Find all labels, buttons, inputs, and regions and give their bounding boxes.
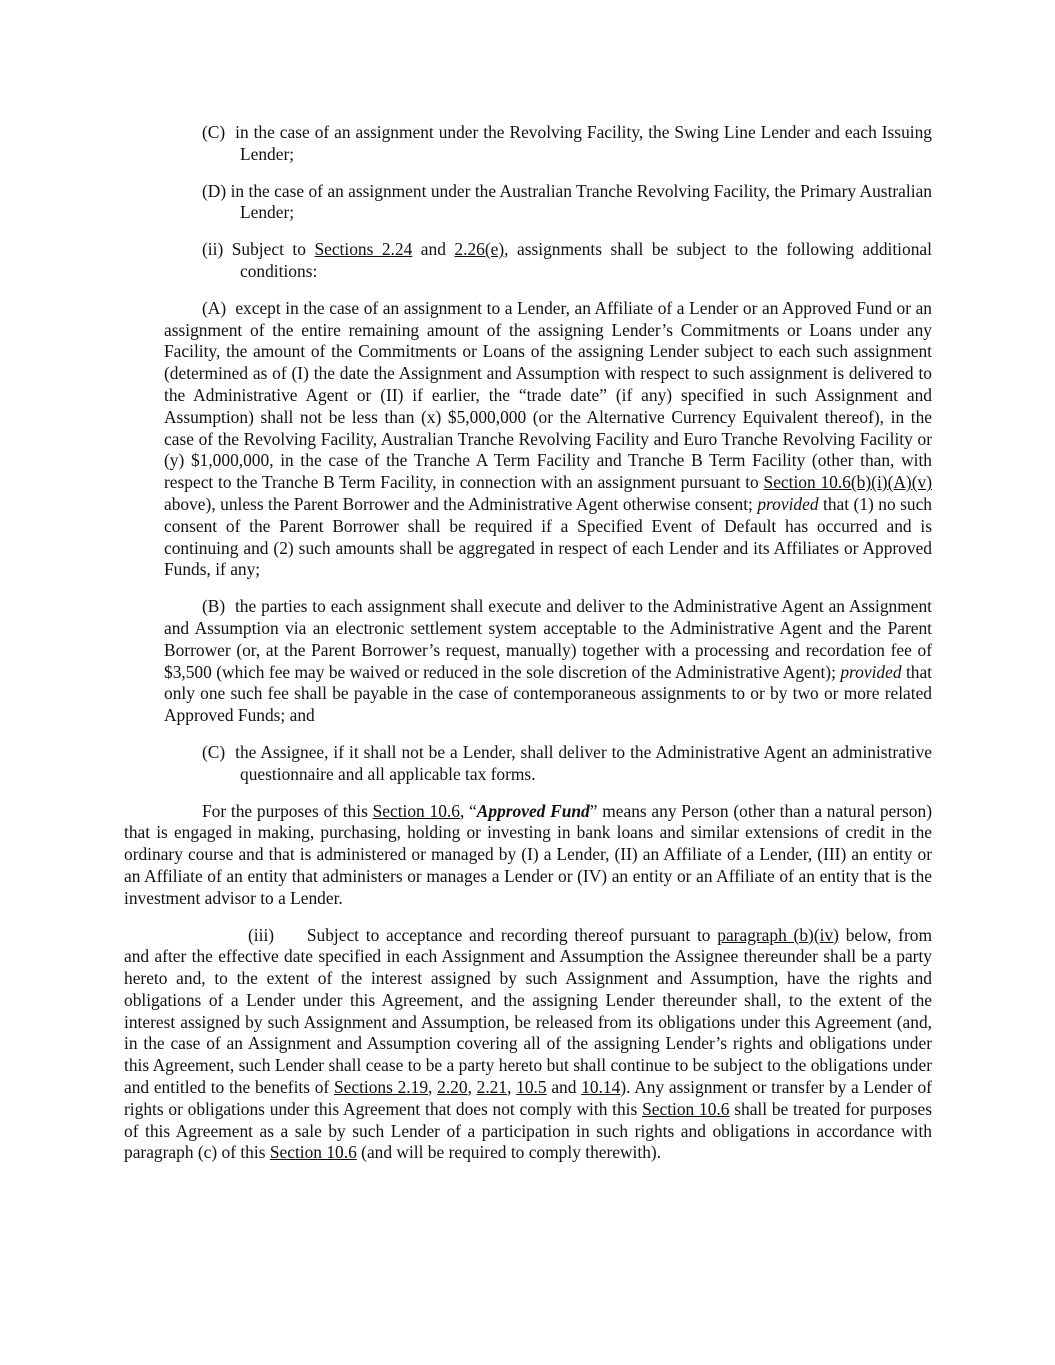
- defined-term: Approved Fund: [476, 800, 590, 821]
- clause-text: above), unless the Parent Borrower and the Administrative Agent otherwise consent;: [164, 493, 753, 514]
- definition-text: , “: [459, 800, 477, 821]
- clause-marker: (iii): [248, 924, 275, 945]
- section-ref-link[interactable]: Sections 2.19: [333, 1077, 429, 1098]
- definition-text: For the purposes of this: [202, 800, 368, 821]
- clause-c-revolving: [124, 122, 932, 166]
- section-ref-link[interactable]: 10.14: [581, 1077, 621, 1098]
- clause-text: except in the case of an assignment to a Lender, an Affiliate of a Lender or an Approved Fund or an assignment of the entire remaining amount of the assigning Lender’s Commitments or Loans under any Facility, the amount of the Commitments or Loans of the assigning Lender subject to each such assignment (determined as of (I) the date the Assignment and Assumption with respect to such assignment is delivered to the Administrative Agent or (II) if earlier, the “trade date” (if any) specified in such Assignment and Assumption) shall not be less than (x) $5,000,000 (or the Alternative Currency Equivalent thereof), in the case of the Revolving Facility, Australian Tranche Revolving Facility and Euro Tranche Revolving Facility or (y) $1,000,000, in the case of the Tranche A Term Facility and Tranche B Term Facility (other than, with respect to the Tranche B Term Facility, in connection with an assignment pursuant to: [164, 297, 932, 493]
- section-ref-link[interactable]: 2.21: [476, 1077, 508, 1098]
- clause-text: Subject to: [231, 239, 306, 260]
- clause-text: and: [551, 1077, 577, 1098]
- section-ref-link[interactable]: 10.5: [516, 1077, 547, 1098]
- section-ref-link[interactable]: Sections 2.24: [314, 239, 413, 260]
- provided-term: provided: [757, 493, 819, 514]
- clause-text: the Assignee, if it shall not be a Lender, shall deliver to the Administrative Agent an administrative questionnaire and all applicable tax forms.: [235, 741, 932, 784]
- clause-b-recordation-fee: [124, 596, 932, 727]
- section-ref-link[interactable]: Section 10.6(b)(i)(A)(v): [763, 472, 932, 493]
- section-ref-link[interactable]: 2.20: [437, 1077, 468, 1098]
- approved-fund-definition: [124, 801, 932, 910]
- clause-text: shall be treated for purposes of this Agreement as a sale by such Lender of a participation in such rights and obligations in accordance with paragraph (c) of this: [124, 1098, 932, 1163]
- clause-text: ). Any assignment or transfer by a Lender of rights or obligations under this Agreement that does not comply with this: [124, 1077, 932, 1119]
- definition-text: means any Person (other than a natural person) that is engaged in making, purchasing, holding or investing in bank loans and similar extensions of credit in the ordinary course and that is administered or managed by (I) a Lender, (II) an Affiliate of a Lender, (III) an entity or an Affiliate of an entity that administers or manages a Lender or (IV) an entity or an Affiliate of an entity that is the investment advisor to a Lender.: [124, 800, 932, 908]
- clause-iii-effect-of-assignment: (iii) Subject to acceptance and recording thereof pursuant to paragraph (b)(iv) below, from and after the effective date specified in each Assignment and Assumption the Assignee thereunder shall be a party hereto and, to the extent of the interest assigned by such Assignment and Assumption, have the rights and obligations of a Lender under this Agreement, and the assigning Lender thereunder shall, to the extent of the interest assigned by such Assignment and Assumption, be released from its obligations under this Agreement (and, in the case of an Assignment and Assumption covering all of the assigning Lender’s rights and obligations under this Agreement, such Lender shall cease to be a party hereto but shall continue to be subject to the obligations under and entitled to the benefits of Sections 2.19, 2.20, 2.21, 10.5 and 10.14). Any assignment or transfer by a Lender of rights or obligations under this Agreement that does not comply with this Section 10.6 shall be treated for purposes of this Agreement as a sale by such Lender of a participation in such rights and obligations in accordance with paragraph (c) of this Section 10.6 (and will be required to comply therewith).: [124, 924, 932, 1163]
- section-ref-link[interactable]: Section 10.6: [269, 1142, 357, 1163]
- clause-marker: (C): [202, 741, 226, 762]
- clause-d-australian: [124, 181, 932, 225]
- clause-text: (and will be required to comply therewith).: [361, 1142, 662, 1163]
- clause-marker: (B): [202, 596, 226, 617]
- clause-c-assignee: [124, 742, 932, 786]
- section-ref-link[interactable]: 2.26(e): [454, 239, 505, 260]
- document-page: [124, 122, 932, 1164]
- clause-text: in the case of an assignment under the Australian Tranche Revolving Facility, the Primary Australian Lender;: [230, 180, 932, 223]
- section-ref-link[interactable]: Section 10.6: [372, 800, 460, 821]
- clause-marker: (D): [202, 180, 227, 201]
- section-ref-link[interactable]: Section 10.6: [642, 1098, 730, 1119]
- clause-text: in the case of an assignment under the Revolving Facility, the Swing Line Lender and each Issuing Lender;: [235, 122, 932, 164]
- clause-text: , assignments shall be subject to the following additional conditions:: [240, 239, 932, 281]
- clause-marker: (C): [202, 122, 226, 142]
- clause-text: that (1) no such consent of the Parent Borrower shall be required if a Specified Event of Default has occurred and is continuing and (2) such amounts shall be aggregated in respect of each Lender and its Affiliates or Approved Funds, if any;: [164, 493, 932, 580]
- clause-ii-conditions: [124, 239, 932, 283]
- paragraph-ref-link[interactable]: paragraph (b)(iv): [717, 924, 839, 945]
- clause-marker: (A): [202, 297, 227, 318]
- provided-term: provided: [840, 661, 902, 682]
- clause-a-minimum-amount: [124, 298, 932, 581]
- clause-text: below, from and after the effective date specified in each Assignment and Assumption the Assignee thereunder shall be a party hereto and, to the extent of the interest assigned by such Assignment and Assumption, have the rights and obligations of a Lender under this Agreement, and the assigning Lender thereunder shall, to the extent of the interest assigned by such Assignment and Assumption, be released from its obligations under this Agreement (and, in the case of an Assignment and Assumption covering all of the assigning Lender’s rights and obligations under this Agreement, such Lender shall cease to be a party hereto but shall continue to be subject to the obligations under and entitled to the benefits of: [124, 924, 932, 1098]
- clause-text: and: [420, 239, 446, 260]
- clause-text: the parties to each assignment shall execute and deliver to the Administrative Agent an Assignment and Assumption via an electronic settlement system acceptable to the Administrative Agent and the Parent Borrower (or, at the Parent Borrower’s request, manually) together with a processing and recordation fee of $3,500 (which fee may be waived or reduced in the sole discretion of the Administrative Agent);: [164, 596, 933, 682]
- clause-marker: (ii): [202, 239, 224, 260]
- clause-text: that only one such fee shall be payable in the case of contemporaneous assignments to or by two or more related Approved Funds; and: [164, 661, 933, 726]
- definition-text: ”: [589, 800, 598, 821]
- clause-text: Subject to acceptance and recording thereof pursuant to: [306, 924, 711, 945]
